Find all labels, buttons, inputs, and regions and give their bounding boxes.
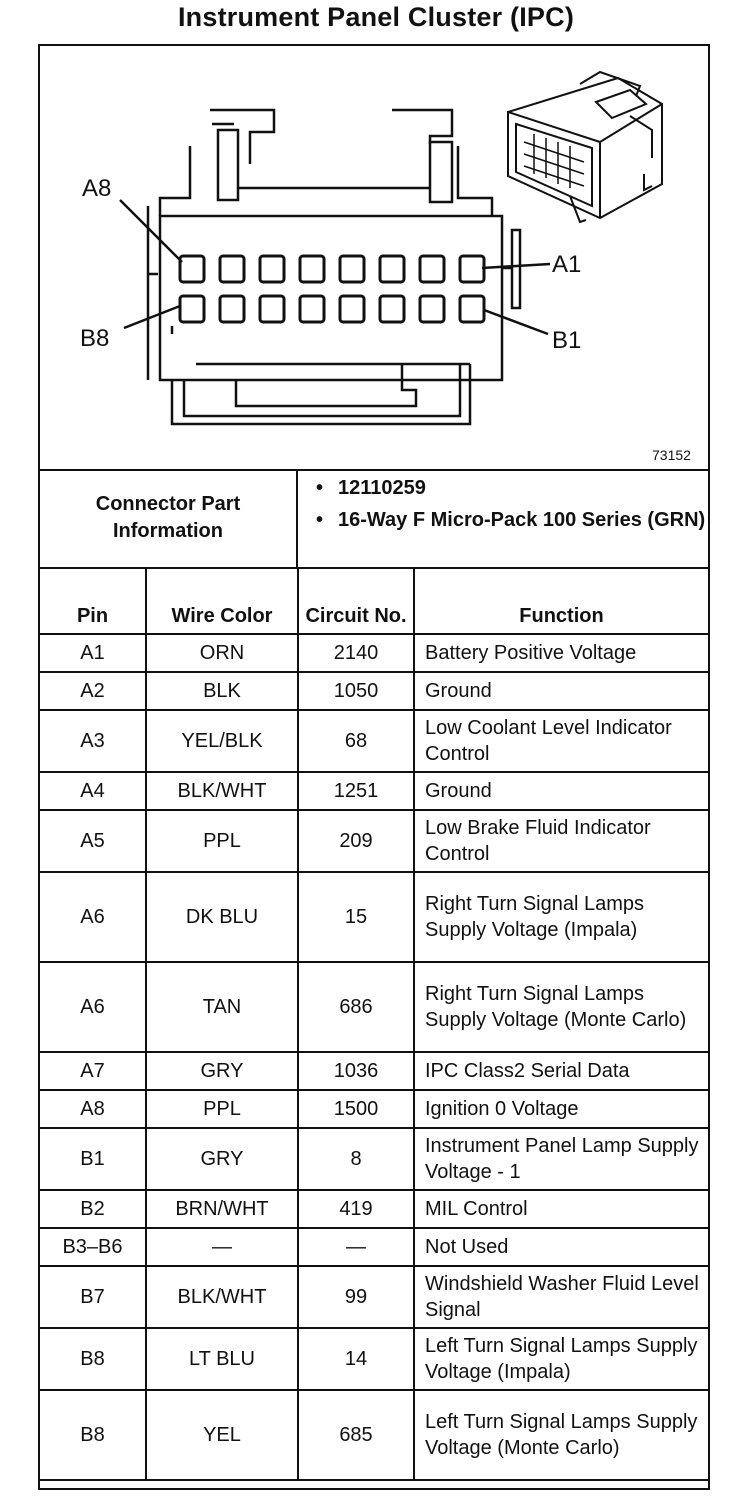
cell-circuit-no: 419 (298, 1190, 414, 1228)
cell-function: Not Used (414, 1228, 708, 1266)
cell-circuit-no: 2140 (298, 634, 414, 672)
table-row (40, 772, 708, 810)
table-row (40, 962, 708, 1052)
cell-circuit-no: 1251 (298, 772, 414, 810)
table-row (40, 1228, 708, 1266)
cell-circuit-no: 1500 (298, 1090, 414, 1128)
table-row (40, 710, 708, 772)
cell-pin: A1 (40, 634, 146, 672)
cell-pin: B7 (40, 1266, 146, 1328)
cell-wire-color: GRY (146, 1052, 298, 1090)
cell-function: Windshield Washer Fluid Level Signal (414, 1266, 708, 1328)
table-row (40, 672, 708, 710)
cell-circuit-no: — (298, 1228, 414, 1266)
connector-sheet (38, 44, 710, 1490)
cell-circuit-no: 8 (298, 1128, 414, 1190)
cell-pin: A5 (40, 810, 146, 872)
connector-description: • 16-Way F Micro-Pack 100 Series (GRN) (338, 507, 708, 533)
cell-function: MIL Control (414, 1190, 708, 1228)
table-row (40, 1090, 708, 1128)
connector-part-info (40, 469, 708, 569)
cell-function: Ground (414, 672, 708, 710)
cell-wire-color: YEL/BLK (146, 710, 298, 772)
table-row (40, 1190, 708, 1228)
cell-circuit-no: 68 (298, 710, 414, 772)
header-pin: Pin (40, 569, 146, 634)
cell-function: Battery Positive Voltage (414, 634, 708, 672)
cell-pin: A2 (40, 672, 146, 710)
label-b1: B1 (552, 327, 582, 354)
cell-function: Left Turn Signal Lamps Supply Voltage (Impala) (414, 1328, 708, 1390)
cell-wire-color: DK BLU (146, 872, 298, 962)
cell-pin: A7 (40, 1052, 146, 1090)
header-circuit-no: Circuit No. (298, 569, 414, 634)
table-row (40, 1052, 708, 1090)
header-function: Function (414, 569, 708, 634)
cell-wire-color: BRN/WHT (146, 1190, 298, 1228)
cell-pin: B8 (40, 1390, 146, 1480)
figure-number: 73152 (652, 447, 691, 463)
cell-pin: B8 (40, 1328, 146, 1390)
cell-wire-color: — (146, 1228, 298, 1266)
cell-function: Right Turn Signal Lamps Supply Voltage (Impala) (414, 872, 708, 962)
cell-pin: A3 (40, 710, 146, 772)
table-row (40, 1128, 708, 1190)
cell-circuit-no: 686 (298, 962, 414, 1052)
cell-wire-color: PPL (146, 1090, 298, 1128)
label-a1: A1 (552, 251, 582, 278)
cell-pin: A8 (40, 1090, 146, 1128)
cell-pin: A6 (40, 962, 146, 1052)
cell-function: Right Turn Signal Lamps Supply Voltage (Monte Carlo) (414, 962, 708, 1052)
cell-wire-color: TAN (146, 962, 298, 1052)
cell-pin: B2 (40, 1190, 146, 1228)
connector-info-values (298, 469, 708, 567)
cell-wire-color: PPL (146, 810, 298, 872)
cell-circuit-no: 1050 (298, 672, 414, 710)
page-title: Instrument Panel Cluster (IPC) (177, 2, 575, 32)
connector-diagram (40, 46, 708, 471)
table-row (40, 1390, 708, 1480)
table-header-row (40, 569, 708, 634)
table-row (40, 810, 708, 872)
connector-info-label: Connector Part Information (40, 469, 298, 567)
cell-wire-color: YEL (146, 1390, 298, 1480)
cell-wire-color: ORN (146, 634, 298, 672)
connector-isometric-icon (508, 72, 662, 222)
cell-circuit-no: 14 (298, 1328, 414, 1390)
cell-wire-color: BLK/WHT (146, 772, 298, 810)
cell-wire-color: GRY (146, 1128, 298, 1190)
cell-function: Ignition 0 Voltage (414, 1090, 708, 1128)
cell-function: Low Brake Fluid Indicator Control (414, 810, 708, 872)
header-wire-color: Wire Color (146, 569, 298, 634)
table-row (40, 872, 708, 962)
connector-drawing (40, 46, 708, 469)
pinout-table (40, 569, 708, 1481)
cell-circuit-no: 15 (298, 872, 414, 962)
label-b8: B8 (80, 325, 110, 352)
cell-pin: B3–B6 (40, 1228, 146, 1266)
cell-circuit-no: 209 (298, 810, 414, 872)
label-a8: A8 (82, 175, 112, 202)
cell-circuit-no: 1036 (298, 1052, 414, 1090)
part-number: • 12110259 (338, 475, 708, 501)
table-row (40, 1266, 708, 1328)
cell-function: Instrument Panel Lamp Supply Voltage - 1 (414, 1128, 708, 1190)
cell-circuit-no: 99 (298, 1266, 414, 1328)
cell-function: Low Coolant Level Indicator Control (414, 710, 708, 772)
cell-circuit-no: 685 (298, 1390, 414, 1480)
cell-function: Left Turn Signal Lamps Supply Voltage (Monte Carlo) (414, 1390, 708, 1480)
table-row (40, 634, 708, 672)
cell-wire-color: BLK/WHT (146, 1266, 298, 1328)
cell-function: IPC Class2 Serial Data (414, 1052, 708, 1090)
cell-wire-color: LT BLU (146, 1328, 298, 1390)
cell-pin: A6 (40, 872, 146, 962)
cell-pin: B1 (40, 1128, 146, 1190)
table-row (40, 1328, 708, 1390)
cell-function: Ground (414, 772, 708, 810)
cell-pin: A4 (40, 772, 146, 810)
cell-wire-color: BLK (146, 672, 298, 710)
